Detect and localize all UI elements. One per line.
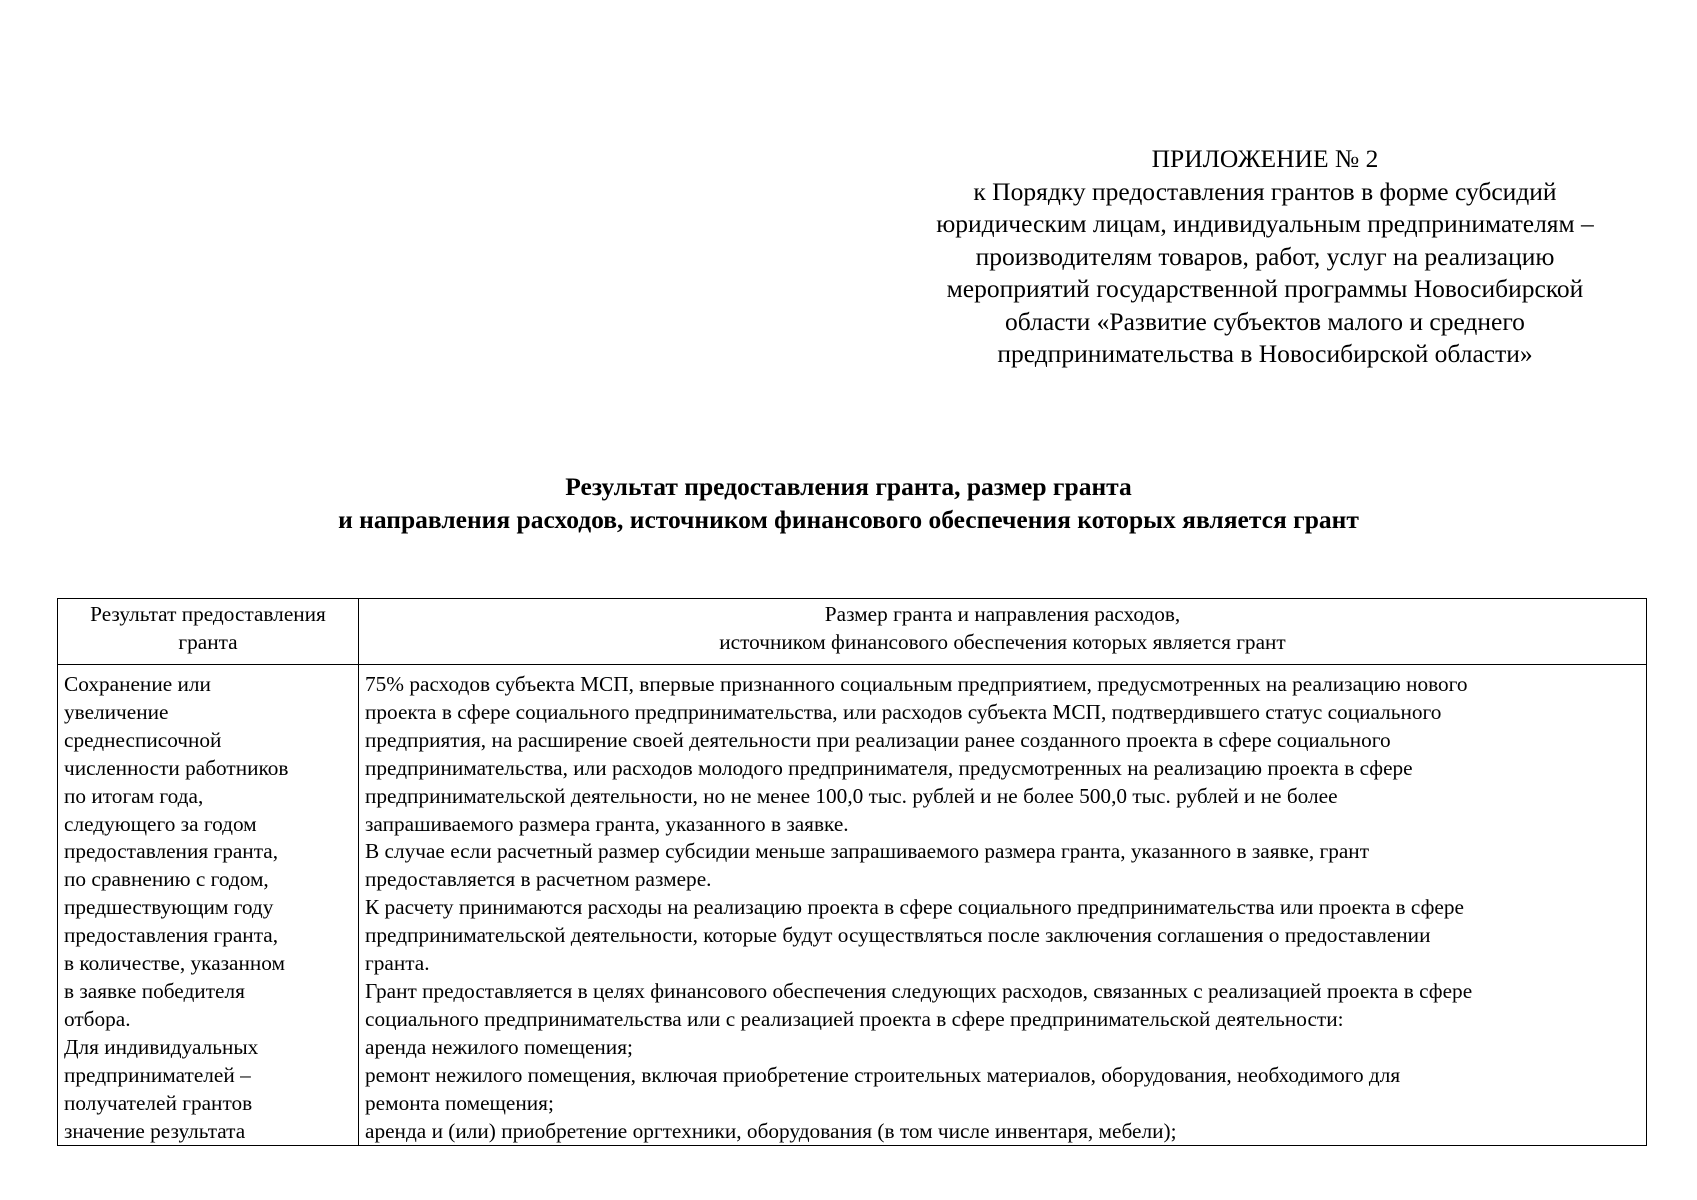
title-line: и направления расходов, источником финансового обеспечения которых является грант <box>338 505 1359 534</box>
grant-text-line: аренда и (или) приобретение оргтехники, оборудования (в том числе инвентаря, мебели); <box>365 1118 1177 1143</box>
grant-text-line: В случае если расчетный размер субсидии меньше запрашиваемого размера гранта, указанного в заявке, грант <box>365 839 1370 864</box>
result-text-line: увеличение <box>64 699 169 724</box>
header-text-line: Результат предоставления <box>90 602 326 626</box>
header-cell-grant-size <box>359 599 1647 665</box>
header-cell-result <box>58 599 359 665</box>
grant-text-line: социального предпринимательства или с реализацией проекта в сфере предпринимательской деятельности: <box>365 1006 1344 1031</box>
appendix-line: области «Развитие субъектов малого и среднего <box>1005 306 1525 336</box>
grant-text-line: предпринимательства, или расходов молодого предпринимателя, предусмотренных на реализацию проекта в сфере <box>365 755 1413 780</box>
document-title <box>0 470 1697 536</box>
grant-text-line: аренда нежилого помещения; <box>365 1034 633 1059</box>
appendix-line: ПРИЛОЖЕНИЕ № 2 <box>1151 144 1379 173</box>
result-text-line: предпринимателей – <box>64 1062 251 1087</box>
table-header-row <box>58 599 1647 665</box>
result-text-line: среднесписочной <box>64 727 222 752</box>
grant-text-line: предпринимательской деятельности, но не менее 100,0 тыс. рублей и не более 500,0 тыс. рублей и не более <box>365 783 1338 808</box>
grant-text-line: проекта в сфере социального предпринимательства, или расходов субъекта МСП, подтвердившего статус социального <box>365 699 1442 724</box>
grant-table <box>57 598 1647 1146</box>
grant-text-line: предприятия, на расширение своей деятельности при реализации ранее созданного проекта в сфере социального <box>365 727 1391 752</box>
cell-result <box>58 665 359 1146</box>
appendix-line: мероприятий государственной программы Новосибирской <box>946 274 1584 303</box>
appendix-line: производителям товаров, работ, услуг на реализацию <box>975 241 1555 271</box>
result-text-line: Для индивидуальных <box>64 1034 259 1059</box>
result-text-line: в количестве, указанном <box>64 951 286 976</box>
result-text-line: получателей грантов <box>64 1090 253 1115</box>
grant-text-line: 75% расходов субъекта МСП, впервые признанного социальным предприятием, предусмотренных на реализацию нового <box>365 672 1468 696</box>
result-text-line: численности работников <box>64 755 289 780</box>
result-text-line: по сравнению с годом, <box>64 867 269 892</box>
title-line: Результат предоставления гранта, размер гранта <box>565 472 1132 501</box>
table-row <box>58 665 1647 1146</box>
grant-text-line: Грант предоставляется в целях финансового обеспечения следующих расходов, связанных с реализацией проекта в сфере <box>365 978 1473 1003</box>
grant-text-line: К расчету принимаются расходы на реализацию проекта в сфере социального предпринимательства или проекта в сфере <box>365 895 1464 920</box>
grant-text-line: ремонта помещения; <box>365 1090 554 1115</box>
result-text-line: в заявке победителя <box>64 978 245 1003</box>
result-text-line: предоставления гранта, <box>64 923 279 948</box>
appendix-line: предпринимательства в Новосибирской области» <box>997 339 1533 368</box>
grant-text-line: ремонт нежилого помещения, включая приобретение строительных материалов, оборудования, необходимого для <box>365 1062 1401 1087</box>
result-text-line: по итогам года, <box>64 783 204 808</box>
appendix-header <box>890 143 1640 371</box>
grant-text-line: предоставляется в расчетном размере. <box>365 867 712 892</box>
header-text-line: источником финансового обеспечения которых является грант <box>719 629 1286 654</box>
grant-text-line: гранта. <box>365 951 430 976</box>
result-text-line: Сохранение или <box>64 672 211 696</box>
header-text-line: гранта <box>178 629 238 654</box>
cell-grant-size <box>359 665 1647 1146</box>
appendix-line: к Порядку предоставления грантов в форме субсидий <box>973 176 1557 206</box>
grant-text-line: предпринимательской деятельности, которые будут осуществляться после заключения соглашения о предоставлении <box>365 923 1431 948</box>
header-text-line: Размер гранта и направления расходов, <box>824 602 1181 626</box>
grant-text-line: запрашиваемого размера гранта, указанного в заявке. <box>365 811 849 836</box>
result-text-line: следующего за годом <box>64 811 257 836</box>
result-text-line: предшествующим году <box>64 895 274 920</box>
result-text-line: значение результата <box>64 1118 246 1143</box>
appendix-line: юридическим лицам, индивидуальным предпринимателям – <box>936 209 1594 238</box>
result-text-line: предоставления гранта, <box>64 839 279 864</box>
result-text-line: отбора. <box>64 1006 131 1031</box>
